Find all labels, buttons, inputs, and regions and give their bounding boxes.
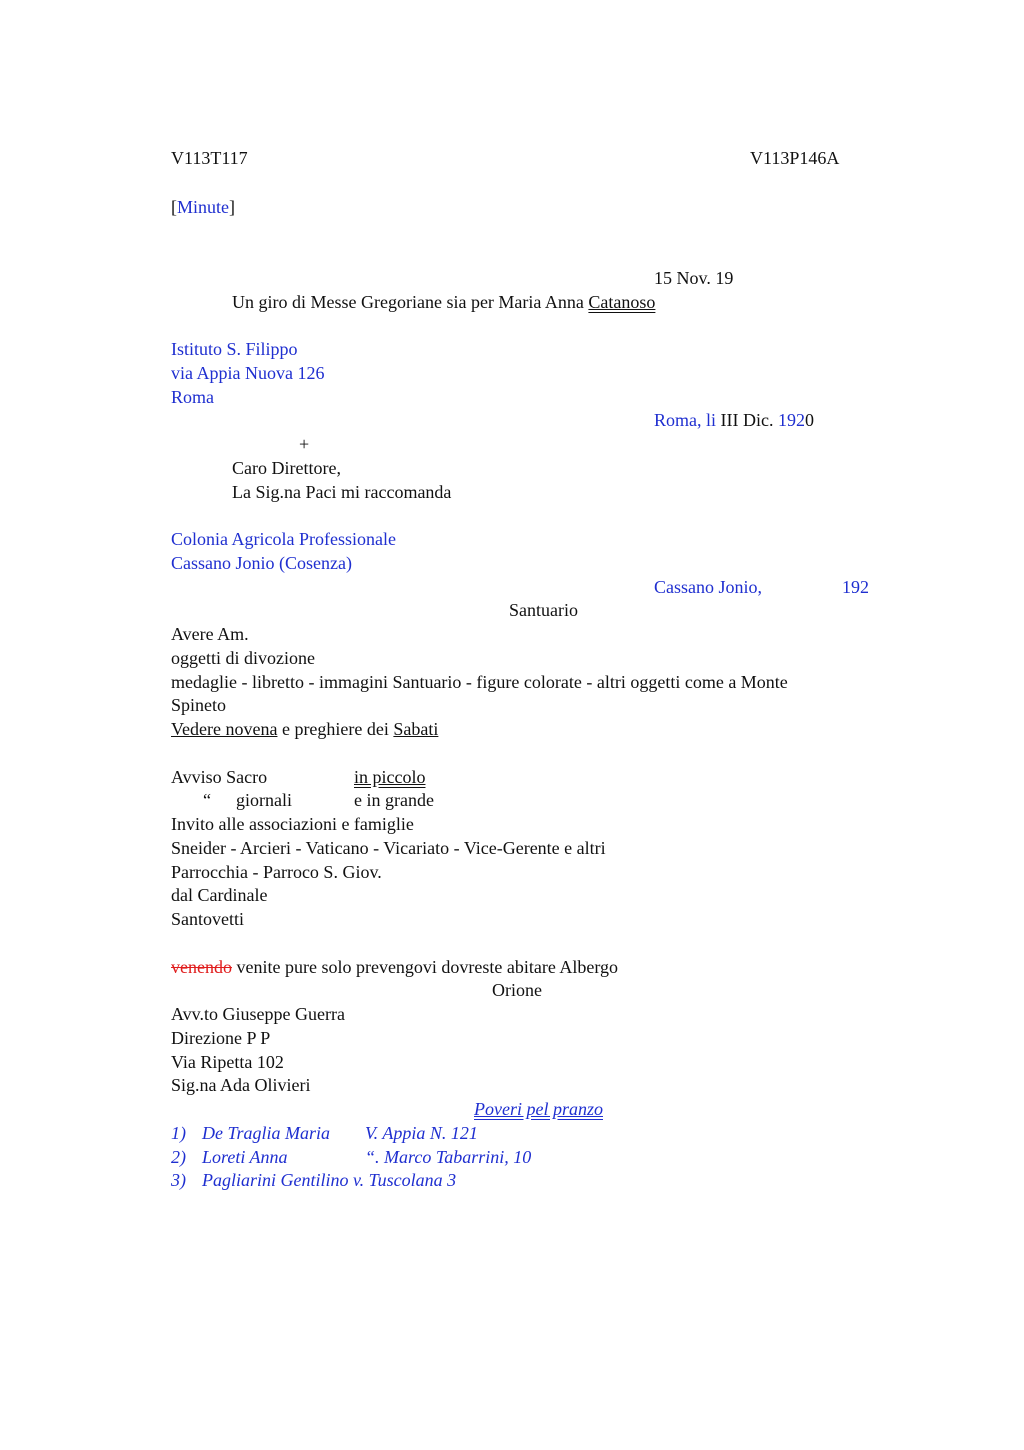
letter1-line: La Sig.na Paci mi raccomanda: [232, 482, 452, 502]
note1-line: [232, 290, 655, 314]
date-prefix: Roma, li: [654, 410, 716, 430]
header-right-code: V113P146A: [750, 148, 840, 168]
note-sneider: Sneider - Arcieri - Vaticano - Vicariato - Vice-Gerente e altri: [171, 838, 606, 858]
letterhead2-year: 192: [842, 577, 869, 597]
note-medaglie: medaglie - libretto - immagini Santuario - figure colorate - altri oggetti come a Monte: [171, 672, 788, 692]
note1-name: Catanoso: [588, 292, 656, 312]
closing-orione: Orione: [492, 980, 542, 1000]
poveri-num-3: 3): [171, 1170, 186, 1190]
poveri-name-2: Loreti Anna: [202, 1147, 288, 1167]
letterhead2-line1: Colonia Agricola Professionale: [171, 529, 396, 549]
vedere-novena: Vedere novena: [171, 719, 278, 739]
note-oggetti: oggetti di divozione: [171, 648, 315, 668]
letterhead2-line2: Cassano Jonio (Cosenza): [171, 553, 352, 573]
note-spineto: Spineto: [171, 695, 227, 715]
letterhead2-place: Cassano Jonio,: [654, 577, 762, 597]
closing-rest: venite pure solo prevengovi dovreste abitare Albergo: [231, 957, 619, 977]
note-santovetti: Santovetti: [171, 909, 244, 929]
date-mid: III Dic.: [716, 410, 778, 430]
note-in-grande: e in grande: [354, 790, 434, 810]
closing-direzione: Direzione P P: [171, 1028, 271, 1048]
bracket-close: ]: [229, 197, 235, 217]
poveri-num-1: 1): [171, 1123, 186, 1143]
poveri-name-3: Pagliarini Gentilino v. Tuscolana 3: [202, 1170, 457, 1190]
closing-signa: Sig.na Ada Olivieri: [171, 1075, 311, 1095]
note-parrocchia: Parrocchia - Parroco S. Giov.: [171, 862, 382, 882]
note-avere: Avere Am.: [171, 624, 249, 644]
letterhead1-line2: via Appia Nuova 126: [171, 363, 325, 383]
minute-word: Minute: [177, 197, 229, 217]
note-avviso: Avviso Sacro: [171, 767, 268, 787]
sabati: Sabati: [393, 719, 439, 739]
note1-text: Un giro di Messe Gregoriane sia per Maria Anna: [232, 292, 589, 312]
note-in-piccolo: in piccolo: [354, 767, 426, 787]
poveri-addr-2: “. Marco Tabarrini, 10: [365, 1147, 532, 1167]
cross-mark: +: [299, 434, 310, 454]
poveri-addr-1: V. Appia N. 121: [365, 1123, 478, 1143]
letterhead1-line1: Istituto S. Filippo: [171, 339, 298, 359]
note1-date: 15 Nov. 19: [654, 268, 734, 288]
closing-line: [171, 955, 618, 979]
date-year-black: 0: [804, 410, 814, 430]
struck-word: venendo: [171, 957, 232, 977]
closing-avv: Avv.to Giuseppe Guerra: [171, 1004, 345, 1024]
poveri-num-2: 2): [171, 1147, 186, 1167]
letterhead1-line3: Roma: [171, 387, 214, 407]
letter1-salutation: Caro Direttore,: [232, 458, 341, 478]
note-cardinale: dal Cardinale: [171, 885, 268, 905]
date-year-blue: 192: [777, 410, 805, 430]
bracket-open: [: [171, 197, 177, 217]
poveri-title: Poveri pel pranzo: [474, 1099, 603, 1119]
closing-via: Via Ripetta 102: [171, 1052, 284, 1072]
letterhead1-date: [654, 408, 814, 432]
ditto-mark: “: [203, 790, 211, 810]
note-giornali: giornali: [236, 790, 292, 810]
note-vedere: [171, 717, 438, 741]
header-left-code: V113T117: [171, 148, 248, 168]
santuario-heading: Santuario: [509, 600, 578, 620]
vedere-mid: e preghiere dei: [277, 719, 394, 739]
minute-label: [171, 195, 235, 219]
poveri-name-1: De Traglia Maria: [202, 1123, 331, 1143]
note-invito: Invito alle associazioni e famiglie: [171, 814, 414, 834]
